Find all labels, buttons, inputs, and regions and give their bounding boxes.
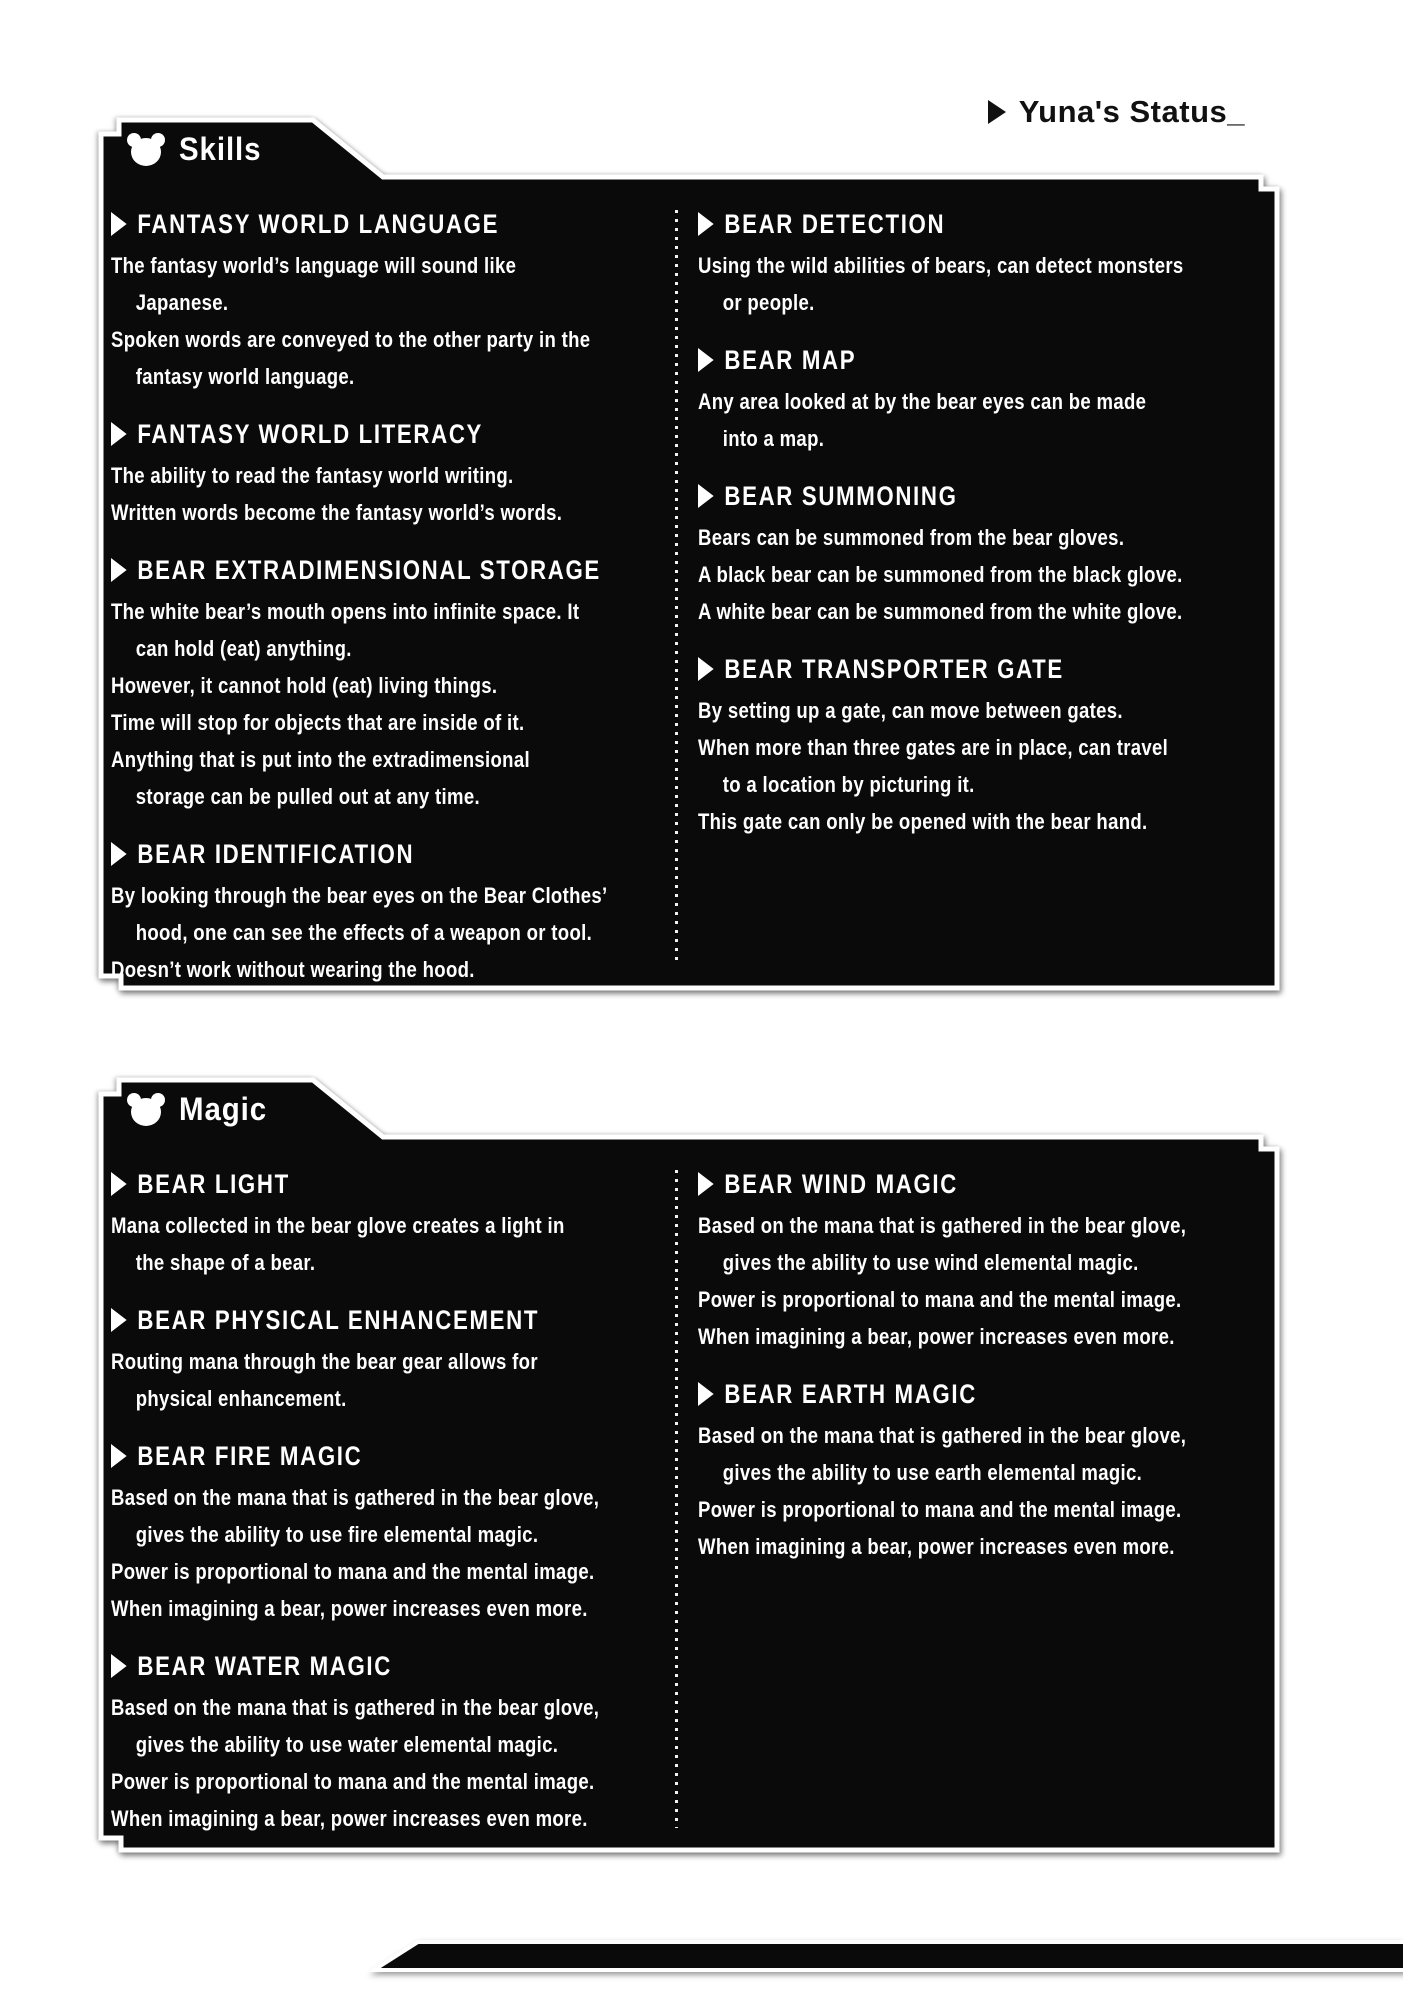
magic-column-left — [111, 1164, 771, 1856]
skill-section — [698, 340, 1242, 457]
body-line: When imagining a bear, power increases even more. — [698, 1534, 1175, 1559]
body-line: Based on the mana that is gathered in the bear glove, — [698, 1423, 1187, 1448]
body-line: A black bear can be summoned from the black glove. — [698, 562, 1183, 587]
section-title-text: BEAR TRANSPORTER GATE — [724, 654, 1064, 684]
skills-column-left — [111, 204, 771, 1007]
section-title-text: BEAR LIGHT — [137, 1169, 290, 1199]
body-line: Bears can be summoned from the bear gloves. — [698, 525, 1125, 550]
body-line: Time will stop for objects that are inside of it. — [111, 710, 525, 735]
body-line: storage can be pulled out at any time. — [135, 784, 480, 809]
body-line: Mana collected in the bear glove creates a light in — [111, 1213, 565, 1238]
bear-icon — [125, 131, 167, 167]
body-line: Power is proportional to mana and the mental image. — [111, 1769, 595, 1794]
section-title — [111, 1164, 655, 1204]
body-line: fantasy world language. — [135, 364, 355, 389]
skill-section — [111, 550, 655, 815]
body-line: This gate can only be opened with the bear hand. — [698, 809, 1148, 834]
section-title — [698, 1374, 1242, 1414]
skill-section — [698, 476, 1242, 630]
page-title-text: Yuna's Status_ — [1018, 94, 1245, 129]
section-title — [111, 204, 655, 244]
body-line: Power is proportional to mana and the mental image. — [698, 1497, 1182, 1522]
tab-label: Skills — [179, 130, 262, 167]
body-line: When imagining a bear, power increases even more. — [111, 1596, 588, 1621]
section-title — [698, 204, 1242, 244]
triangle-bullet-icon — [111, 212, 127, 236]
section-title-text: FANTASY WORLD LANGUAGE — [137, 209, 500, 239]
skill-section — [698, 1374, 1242, 1565]
bear-icon — [125, 1091, 167, 1127]
section-title-text: BEAR DETECTION — [724, 209, 946, 239]
body-line: The fantasy world’s language will sound like — [111, 253, 517, 278]
body-line: Written words become the fantasy world’s words. — [111, 500, 563, 525]
section-title-text: BEAR MAP — [724, 345, 857, 375]
skill-section — [698, 204, 1242, 321]
section-title — [698, 1164, 1242, 1204]
skills-column-right — [698, 204, 1358, 859]
body-line: Doesn’t work without wearing the hood. — [111, 957, 475, 982]
magic-panel — [81, 1076, 1291, 1862]
section-title — [111, 834, 655, 874]
triangle-bullet-icon — [111, 558, 127, 582]
section-title — [111, 414, 655, 454]
body-line: Power is proportional to mana and the mental image. — [111, 1559, 595, 1584]
section-title-text: FANTASY WORLD LITERACY — [137, 419, 484, 449]
body-line: Japanese. — [135, 290, 229, 315]
body-line: can hold (eat) anything. — [135, 636, 352, 661]
section-title-text: BEAR IDENTIFICATION — [137, 839, 415, 869]
body-line: When imagining a bear, power increases even more. — [698, 1324, 1175, 1349]
body-line: By looking through the bear eyes on the Bear Clothes’ — [111, 883, 608, 908]
section-title — [698, 340, 1242, 380]
skill-section — [111, 1436, 655, 1627]
body-line: A white bear can be summoned from the white glove. — [698, 599, 1183, 624]
body-line: hood, one can see the effects of a weapon or tool. — [135, 920, 593, 945]
triangle-bullet-icon — [698, 657, 714, 681]
body-line: Routing mana through the bear gear allows for — [111, 1349, 538, 1374]
next-panel-edge — [372, 1938, 1403, 1979]
triangle-bullet-icon — [111, 422, 127, 446]
triangle-bullet-icon — [111, 1444, 127, 1468]
body-line: gives the ability to use earth elemental magic. — [722, 1460, 1143, 1485]
section-title-text: BEAR PHYSICAL ENHANCEMENT — [137, 1305, 540, 1335]
body-line: Any area looked at by the bear eyes can be made — [698, 389, 1147, 414]
tab-magic — [125, 1084, 275, 1134]
section-title — [698, 649, 1242, 689]
body-line: gives the ability to use wind elemental magic. — [722, 1250, 1139, 1275]
body-line: Based on the mana that is gathered in the bear glove, — [111, 1695, 600, 1720]
section-title — [698, 476, 1242, 516]
section-title — [111, 1646, 655, 1686]
body-line: The ability to read the fantasy world writing. — [111, 463, 514, 488]
body-line: into a map. — [722, 426, 825, 451]
skill-section — [111, 204, 655, 395]
skill-section — [111, 1164, 655, 1281]
section-title — [111, 550, 655, 590]
section-title-text: BEAR EXTRADIMENSIONAL STORAGE — [137, 555, 601, 585]
triangle-bullet-icon — [698, 1172, 714, 1196]
tab-skills — [125, 124, 269, 174]
body-line: Based on the mana that is gathered in the bear glove, — [698, 1213, 1187, 1238]
section-title-text: BEAR SUMMONING — [724, 481, 958, 511]
body-line: the shape of a bear. — [135, 1250, 316, 1275]
skill-section — [698, 1164, 1242, 1355]
triangle-bullet-icon — [698, 484, 714, 508]
tab-label: Magic — [179, 1090, 268, 1127]
triangle-bullet-icon — [698, 1382, 714, 1406]
skills-panel — [81, 116, 1291, 1000]
triangle-bullet-icon — [698, 212, 714, 236]
section-title-text: BEAR EARTH MAGIC — [724, 1379, 977, 1409]
skill-section — [111, 414, 655, 531]
body-line: By setting up a gate, can move between gates. — [698, 698, 1123, 723]
triangle-bullet-icon — [111, 1654, 127, 1678]
skill-section — [111, 834, 655, 988]
skill-section — [111, 1300, 655, 1417]
triangle-bullet-icon — [111, 1172, 127, 1196]
magic-column-right — [698, 1164, 1358, 1584]
section-title — [111, 1436, 655, 1476]
triangle-bullet-icon — [111, 842, 127, 866]
skill-section — [698, 649, 1242, 840]
body-line: Using the wild abilities of bears, can detect monsters — [698, 253, 1184, 278]
body-line: gives the ability to use water elemental magic. — [135, 1732, 559, 1757]
skill-section — [111, 1646, 655, 1837]
body-line: Anything that is put into the extradimensional — [111, 747, 530, 772]
body-line: Based on the mana that is gathered in the bear glove, — [111, 1485, 600, 1510]
body-line: When more than three gates are in place, can travel — [698, 735, 1169, 760]
triangle-bullet-icon — [111, 1308, 127, 1332]
section-title — [111, 1300, 655, 1340]
body-line: However, it cannot hold (eat) living things. — [111, 673, 498, 698]
body-line: physical enhancement. — [135, 1386, 347, 1411]
body-line: Spoken words are conveyed to the other party in the — [111, 327, 591, 352]
body-line: The white bear’s mouth opens into infinite space. It — [111, 599, 580, 624]
triangle-bullet-icon — [698, 348, 714, 372]
body-line: to a location by picturing it. — [722, 772, 975, 797]
section-title-text: BEAR FIRE MAGIC — [137, 1441, 363, 1471]
section-title-text: BEAR WIND MAGIC — [724, 1169, 958, 1199]
section-title-text: BEAR WATER MAGIC — [137, 1651, 392, 1681]
body-line: When imagining a bear, power increases even more. — [111, 1806, 588, 1831]
body-line: gives the ability to use fire elemental magic. — [135, 1522, 539, 1547]
body-line: or people. — [722, 290, 815, 315]
body-line: Power is proportional to mana and the mental image. — [698, 1287, 1182, 1312]
